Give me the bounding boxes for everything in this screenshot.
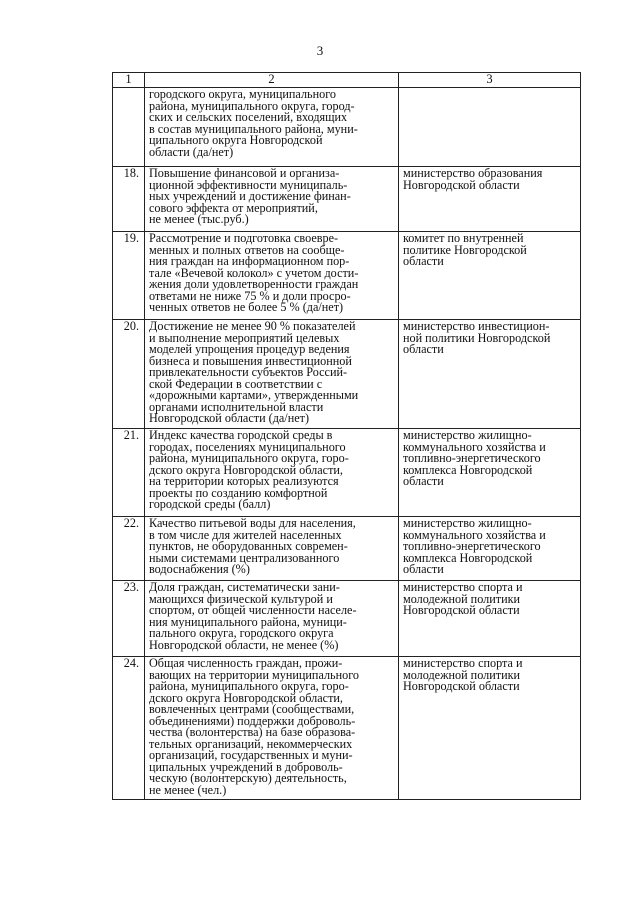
responsible-text: министерство жилищно- коммунального хозяйства и топливно-энергетического комплекса Новгородской области xyxy=(403,428,546,488)
indicator-text: Индекс качества городской среды в городах, поселениях муниципального района, муниципального округа, горо- дского округа Новгородской области, на территории которых реализуются проекты по созданию комфортной городской среды (балл) xyxy=(149,428,349,511)
table-header-row xyxy=(113,73,581,88)
responsible-text: министерство инвестицион- ной политики Новгородской области xyxy=(403,319,551,356)
responsible-text: министерство спорта и молодежной политики Новгородской области xyxy=(403,656,523,693)
header-col-2: 2 xyxy=(145,73,399,88)
responsible-text: министерство образования Новгородской области xyxy=(403,166,543,192)
responsible-text: комитет по внутренней политике Новгородской области xyxy=(403,231,527,268)
row-number: 22. xyxy=(113,517,145,581)
table-row xyxy=(113,320,581,429)
indicator-text: Качество питьевой воды для населения, в том числе для жителей населенных пунктов, не оборудованных современ- ными системами централизованного водоснабжения (%) xyxy=(149,516,356,576)
header-col-3: 3 xyxy=(399,73,581,88)
table-row xyxy=(113,581,581,657)
page-number: 3 xyxy=(316,43,324,58)
table-row xyxy=(113,517,581,581)
row-number: 24. xyxy=(113,657,145,800)
indicator-text: Доля граждан, систематически зани- мающихся физической культурой и спортом, от общей численности населе- ния муниципального района, муници- пального округа, городского округа Новгородской области, не менее (%) xyxy=(149,580,357,652)
indicator-text: Повышение финансовой и организа- ционной эффективности муниципаль- ных учреждений и достижение финан- сового эффекта от мероприятий, не менее (тыс.руб.) xyxy=(149,166,351,226)
row-number: 23. xyxy=(113,581,145,657)
indicators-table xyxy=(112,72,581,800)
indicator-text: Общая численность граждан, прожи- вающих на территории муниципального района, муниципального округа, горо- дского округа Новгородской области, вовлеченных центрами (сообществами, объединениями) поддержки доброволь- чества (волонтерства) на базе образова- тельных организаций, некоммерческих организаций, государственных и муни- ципальных учреждений в доброволь- ческую (волонтерскую) деятельность, не менее (чел.) xyxy=(149,656,360,797)
responsible-text: министерство жилищно- коммунального хозяйства и топливно-энергетического комплекса Новгородской области xyxy=(403,516,546,576)
table-row xyxy=(113,657,581,800)
row-number: 21. xyxy=(113,429,145,517)
header-col-1: 1 xyxy=(113,73,145,88)
row-number: 19. xyxy=(113,232,145,320)
table-row xyxy=(113,167,581,232)
row-number xyxy=(113,88,145,167)
indicator-text: городского округа, муниципального района, муниципального округа, город- ских и сельских поселений, входящих в состав муниципального района, муни- ципального округа Новгородской области (да/нет) xyxy=(149,87,358,159)
table-row xyxy=(113,88,581,167)
responsible-text: министерство спорта и молодежной политики Новгородской области xyxy=(403,580,523,617)
table-row xyxy=(113,232,581,320)
indicator-text: Достижение не менее 90 % показателей и выполнение мероприятий целевых моделей упрощения процедур ведения бизнеса и повышения инвестиционной привлекательности субъектов Россий- ской Федерации в соответствии с «дорожными картами», утвержденными органами исполнительной власти Новгородской области (да/нет) xyxy=(149,319,359,425)
row-number: 20. xyxy=(113,320,145,429)
table-row xyxy=(113,429,581,517)
indicator-text: Рассмотрение и подготовка своевре- менных и полных ответов на сообще- ния граждан на информационном пор- тале «Вечевой колокол» с учетом дости- жения доли удовлетворенности граждан ответами не ниже 75 % и доли просро- ченных ответов не более 5 % (да/нет) xyxy=(149,231,359,314)
row-number: 18. xyxy=(113,167,145,232)
